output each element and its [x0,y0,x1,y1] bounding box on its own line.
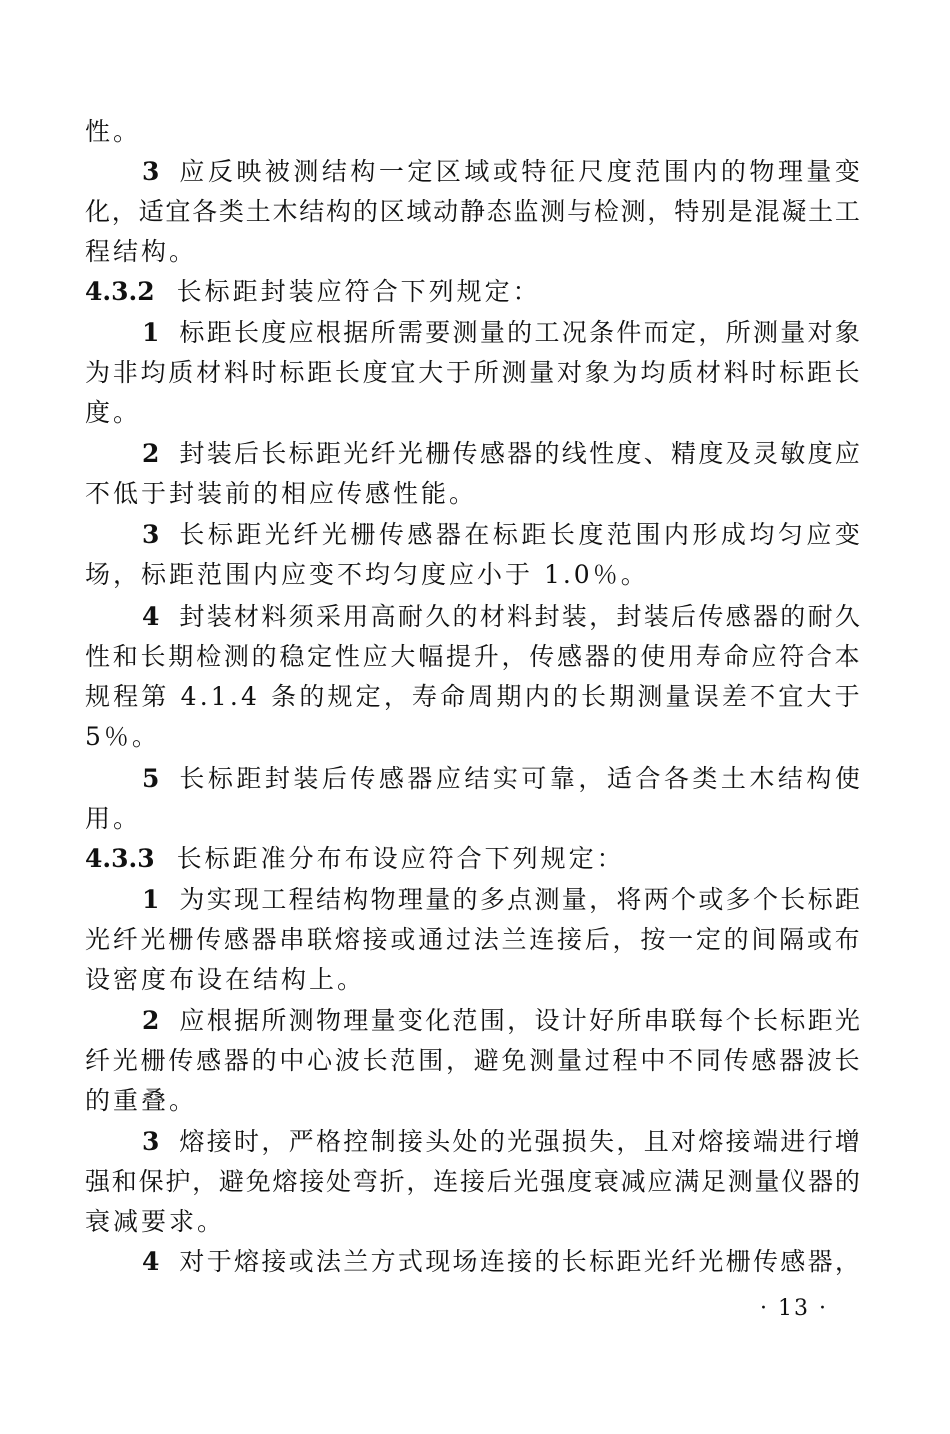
clause-number: 4.3.3 [85,844,155,873]
text-line [85,1162,860,1202]
line-text: 纤 光 栅 传 感 器 的 中 心 波 长 范 围 ， 避 免 测 量 过 程 中 不 同 传 感 器 波 长 [85,1046,860,1075]
text-line [85,920,860,960]
line-text: 的重叠。 [85,1086,198,1115]
line-text: 封 装 后 长 标 距 光 纤 光 栅 传 感 器 的 线 性 度 、 精 度 及 灵 敏 度 应 [179,439,860,468]
item-number: 3 [142,520,160,549]
item-line [142,313,860,353]
item-line [142,597,860,637]
item-line [142,515,860,555]
line-text: 场，标距范围内应变不均匀度应小于 1.0％。 [85,560,649,589]
item-number: 3 [142,1127,160,1156]
line-text: 程结构。 [85,237,198,266]
text-line [85,112,141,152]
line-text: 应 根 据 所 测 物 理 量 变 化 范 围 ， 设 计 好 所 串 联 每 个 长 标 距 光 [179,1006,860,1035]
text-line [85,637,860,677]
item-line [142,1122,860,1162]
item-number: 4 [142,602,160,631]
item-line [142,434,860,474]
line-text: 不低于封装前的相应传感性能。 [85,479,478,508]
text-line [85,1202,225,1242]
item-line [142,1242,860,1282]
text-line [85,799,141,839]
line-text: 用。 [85,804,142,833]
text-line [85,677,860,717]
line-text: 封 装 材 料 须 采 用 高 耐 久 的 材 料 封 装 ， 封 装 后 传 感 器 的 耐 久 [179,602,860,631]
text-line [85,232,197,272]
item-number: 4 [142,1247,160,1276]
text-line [85,960,365,1000]
line-text: 长标距封装应符合下列规定： [176,277,541,306]
item-number: 3 [142,157,160,186]
item-number: 2 [142,439,160,468]
text-line [85,474,477,514]
line-text: 熔 接 时 ， 严 格 控 制 接 头 处 的 光 强 损 失 ， 且 对 熔 接 端 进 行 增 [179,1127,860,1156]
line-text: 长 标 距 光 纤 光 栅 传 感 器 在 标 距 长 度 范 围 内 形 成 均 匀 应 变 [179,520,860,549]
line-text: 为 非 均 质 材 料 时 标 距 长 度 宜 大 于 所 测 量 对 象 为 均 质 材 料 时 标 距 长 [85,358,860,387]
line-text: 强 和 保 护 ， 避 免 熔 接 处 弯 折 ， 连 接 后 光 强 度 衰 减 应 满 足 测 量 仪 器 的 [85,1167,860,1196]
line-text: 设密度布设在结构上。 [85,965,366,994]
text-line [85,1081,197,1121]
clause-heading-line [85,839,625,879]
clause-heading-line [85,272,541,312]
line-text: 标 距 长 度 应 根 据 所 需 要 测 量 的 工 况 条 件 而 定 ， 所 测 量 对 象 [179,318,860,347]
text-line [85,717,160,757]
text-line [85,192,860,232]
line-text: 长 标 距 封 装 后 传 感 器 应 结 实 可 靠 ， 适 合 各 类 土 木 结 构 使 [179,764,860,793]
clause-number: 4.3.2 [85,277,155,306]
line-text: 长标距准分布布设应符合下列规定： [176,844,625,873]
line-text: 5％。 [85,722,160,751]
line-text: 衰减要求。 [85,1207,226,1236]
line-text: 化 ， 适 宜 各 类 土 木 结 构 的 区 域 动 静 态 监 测 与 检 测 ， 特 别 是 混 凝 土 工 [85,197,860,226]
item-number: 5 [142,764,160,793]
item-line [142,1001,860,1041]
line-text: 光 纤 光 栅 传 感 器 串 联 熔 接 或 通 过 法 兰 连 接 后 ， 按 一 定 的 间 隔 或 布 [85,925,860,954]
line-text: 规 程 第 4 . 1 . 4 条 的 规 定 ， 寿 命 周 期 内 的 长 期 测 量 误 差 不 宜 大 于 [85,682,860,711]
page-number: · 13 · [760,1296,828,1321]
line-text: 度。 [85,398,142,427]
line-text: 为 实 现 工 程 结 构 物 理 量 的 多 点 测 量 ， 将 两 个 或 多 个 长 标 距 [179,885,860,914]
text-line [85,1041,860,1081]
text-line [85,393,141,433]
item-number: 1 [142,318,160,347]
line-text: 性 和 长 期 检 测 的 稳 定 性 应 大 幅 提 升 ， 传 感 器 的 使 用 寿 命 应 符 合 本 [85,642,860,671]
item-number: 2 [142,1006,160,1035]
item-line [142,759,860,799]
line-text: 对 于 熔 接 或 法 兰 方 式 现 场 连 接 的 长 标 距 光 纤 光 栅 传 感 器 ， [179,1247,860,1276]
text-line [85,555,649,595]
line-text: 应 反 映 被 测 结 构 一 定 区 域 或 特 征 尺 度 范 围 内 的 物 理 量 变 [179,157,860,186]
item-line [142,880,860,920]
item-number: 1 [142,885,160,914]
text-line [85,353,860,393]
item-line [142,152,860,192]
line-text: 性。 [85,117,142,146]
